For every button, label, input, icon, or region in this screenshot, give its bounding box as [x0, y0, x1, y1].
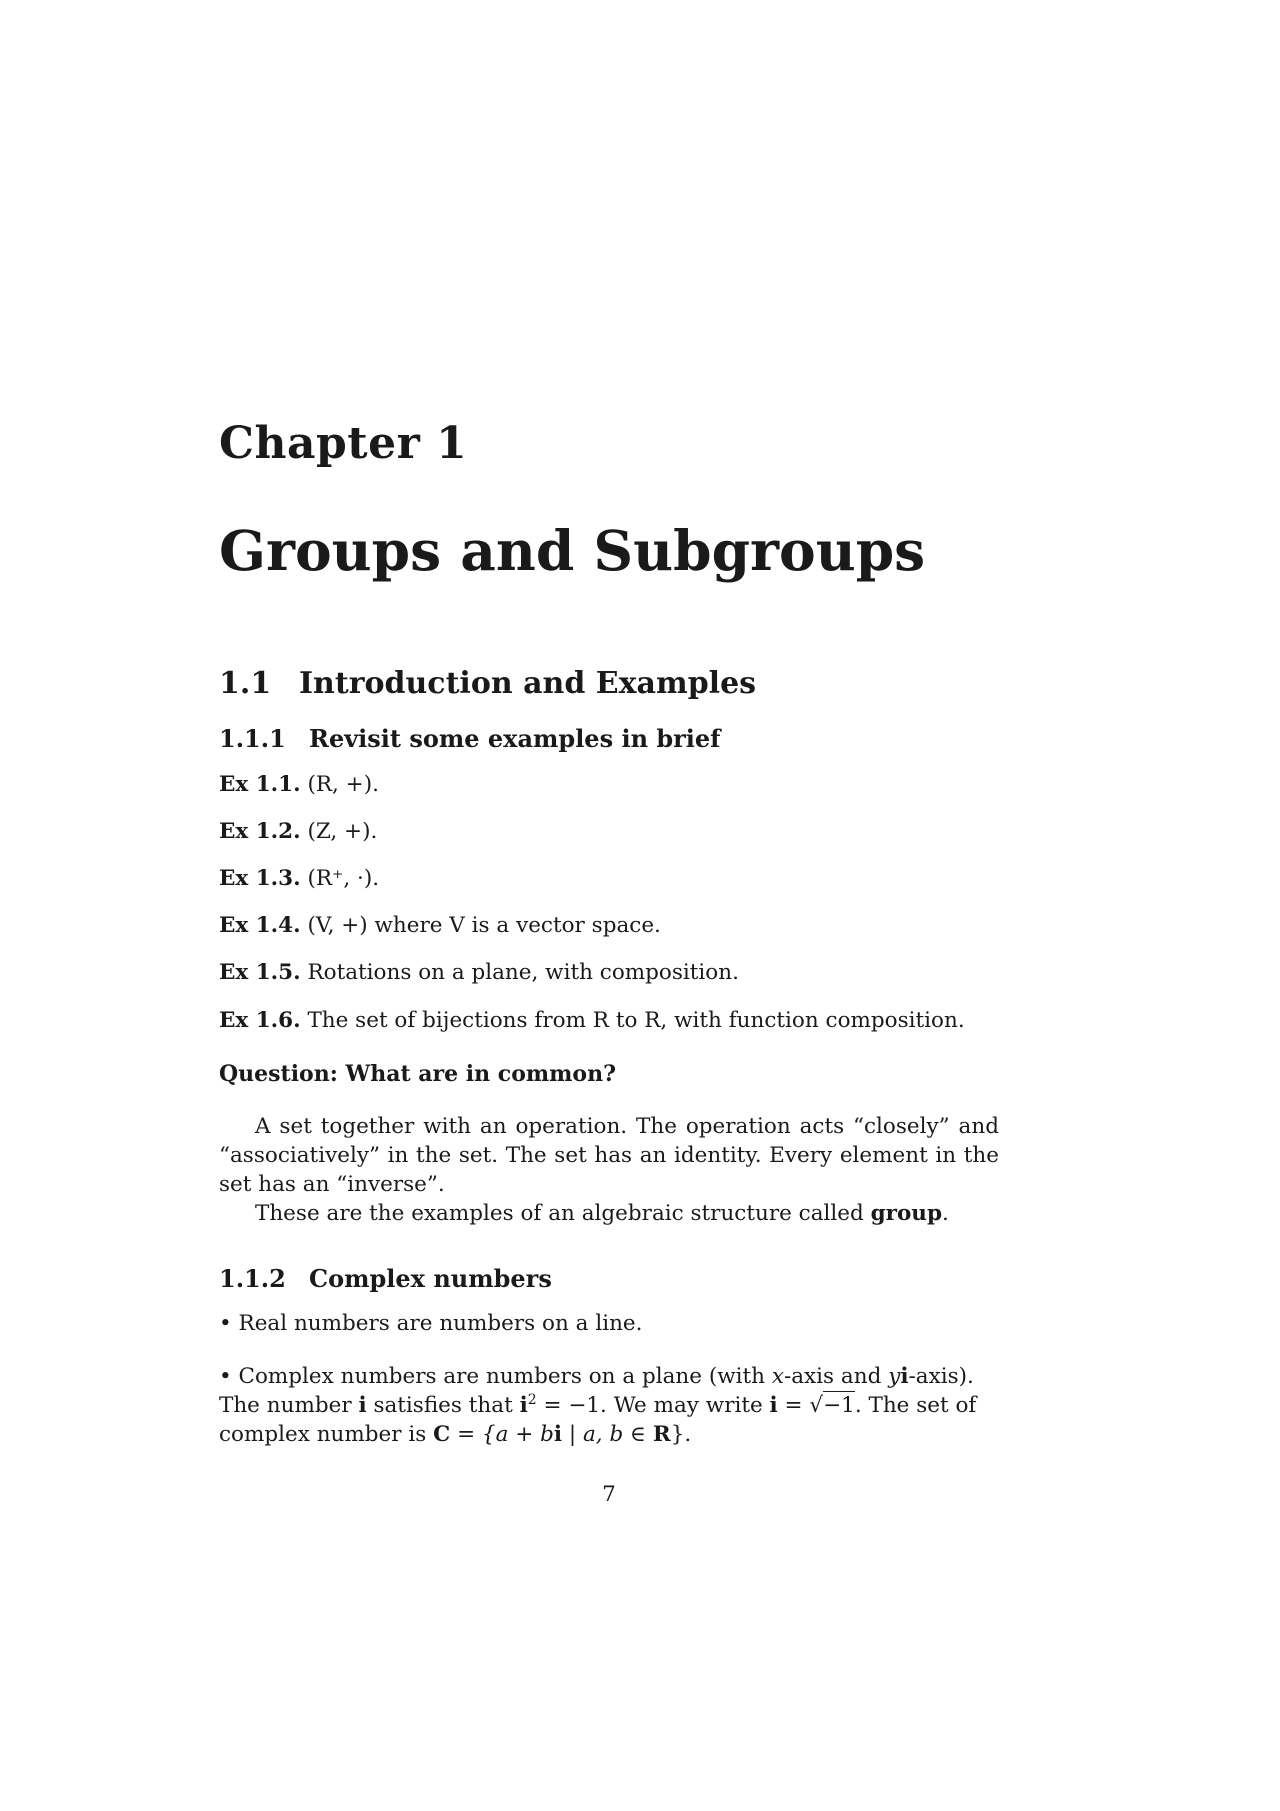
question-heading: Question: What are in common? [219, 1061, 616, 1087]
example-text: Rotations on a plane, with composition. [307, 960, 739, 985]
math-i: i [519, 1393, 528, 1418]
math-i: i [553, 1422, 563, 1447]
paragraph-end: . [941, 1201, 949, 1226]
example-2 [219, 819, 377, 844]
example-label: Ex 1.6. [219, 1008, 301, 1033]
example-5 [219, 960, 739, 985]
example-3 [219, 866, 379, 891]
math-i: i [358, 1393, 367, 1418]
example-label: Ex 1.5. [219, 960, 301, 985]
math-set: | a, b ∈ [562, 1422, 653, 1447]
example-label: Ex 1.1. [219, 772, 301, 797]
example-label: Ex 1.4. [219, 913, 301, 938]
subsection-heading-2 [219, 1264, 552, 1293]
math-C: C [433, 1422, 451, 1447]
group-term: group [870, 1201, 942, 1226]
text-fragment: }. [670, 1422, 692, 1447]
subsection-title: Complex numbers [309, 1264, 552, 1293]
chapter-title: Groups and Subgroups [219, 518, 926, 583]
text-fragment: satisfies that [366, 1393, 520, 1418]
paragraph-common: A set together with an operation. The operation acts “closely” and “associatively” in the set. The set has an identity. Every element in the set has an “inverse”. [219, 1114, 999, 1197]
superscript-2: 2 [527, 1391, 537, 1408]
subsection-heading-1 [219, 724, 721, 753]
example-6 [219, 1008, 965, 1033]
text-fragment: -axis and [783, 1364, 889, 1389]
example-text: (R, +). [307, 772, 379, 797]
example-text: (R⁺, ·). [307, 866, 380, 891]
text-fragment: = [777, 1393, 810, 1418]
subsection-number: 1.1.2 [219, 1264, 286, 1293]
bullet-real-numbers: • Real numbers are numbers on a line. [219, 1311, 643, 1336]
math-i: i [900, 1364, 909, 1389]
bullet-complex-numbers [219, 1362, 999, 1449]
sqrt-radicand: −1 [823, 1393, 855, 1418]
math-i: i [769, 1393, 778, 1418]
example-label: Ex 1.2. [219, 819, 301, 844]
text-fragment: • Complex numbers are numbers on a plane (with [219, 1364, 772, 1389]
section-heading [219, 666, 756, 701]
sqrt-symbol: √ [809, 1393, 824, 1418]
text-fragment: = −1. We may write [536, 1393, 770, 1418]
example-text: The set of bijections from R to R, with function composition. [307, 1008, 965, 1033]
example-text: (V, +) where V is a vector space. [307, 913, 661, 938]
section-number: 1.1 [219, 666, 272, 701]
example-4 [219, 913, 661, 938]
page-number: 7 [602, 1482, 616, 1507]
document-page [219, 0, 999, 1811]
subsection-number: 1.1.1 [219, 724, 286, 753]
chapter-label: Chapter 1 [219, 418, 468, 469]
subsection-title: Revisit some examples in brief [309, 724, 721, 753]
example-1 [219, 772, 379, 797]
text-fragment: . The set of complex number is [219, 1393, 977, 1447]
math-R: R [652, 1422, 671, 1447]
paragraph-text: These are the examples of an algebraic structure called [255, 1201, 871, 1226]
section-title: Introduction and Examples [299, 666, 757, 701]
example-text: (Z, +). [307, 819, 378, 844]
text-fragment: -axis). The number [219, 1364, 974, 1418]
paragraph-group [219, 1199, 999, 1228]
example-label: Ex 1.3. [219, 866, 301, 891]
math-x: x [771, 1364, 784, 1389]
math-set: = {a + b [450, 1422, 554, 1447]
math-y: y [888, 1364, 901, 1389]
